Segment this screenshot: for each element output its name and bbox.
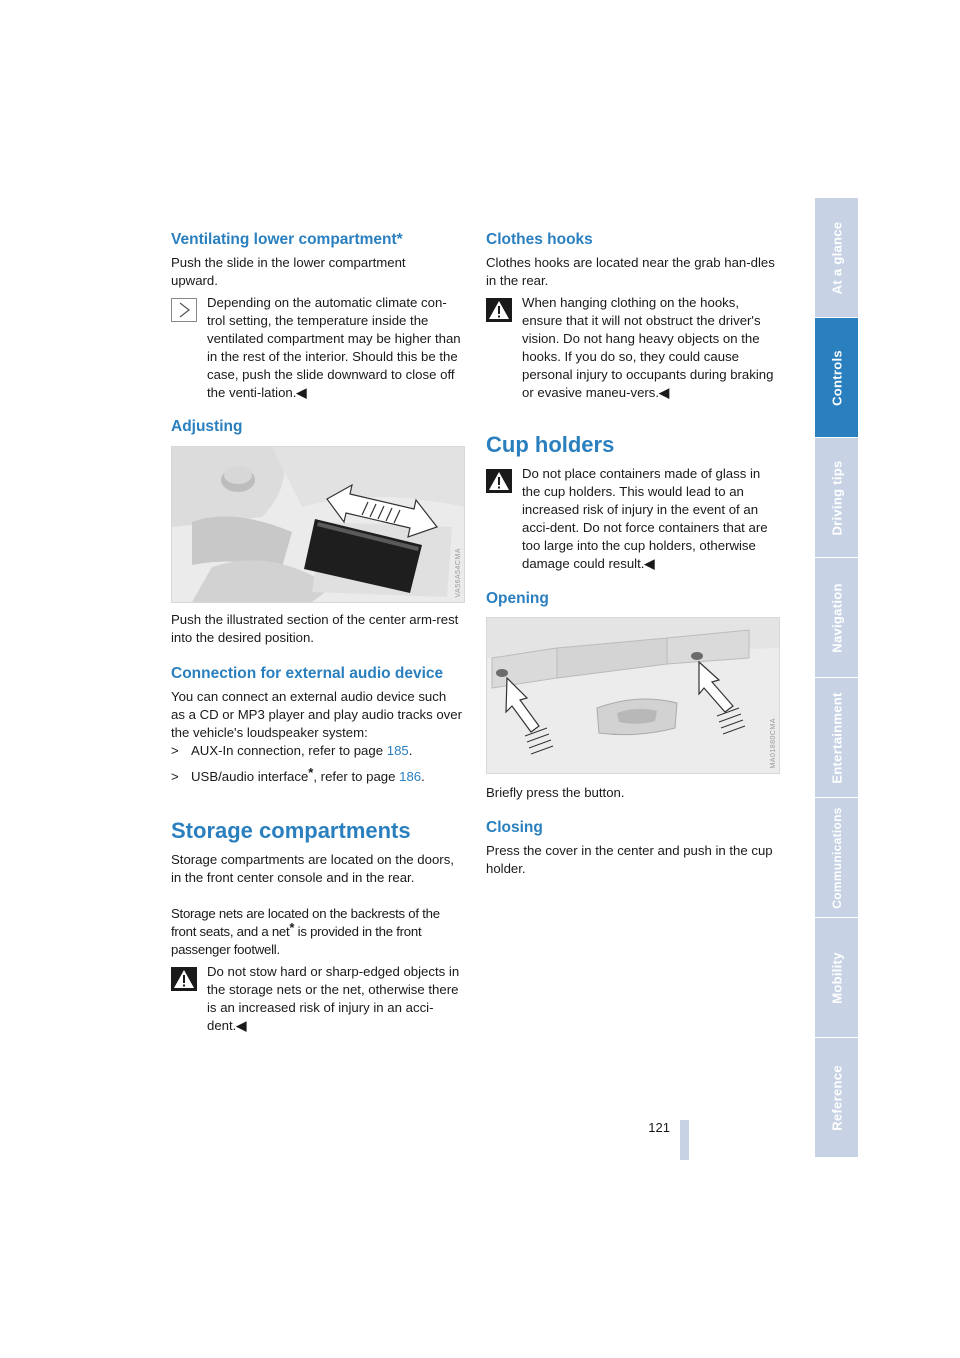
warning-icon <box>486 298 512 322</box>
warning-icon <box>486 469 512 493</box>
heading-ventilating: Ventilating lower compartment* <box>171 231 403 248</box>
tab-driving-tips[interactable]: Driving tips <box>815 438 858 557</box>
heading-closing: Closing <box>486 819 543 836</box>
page-link-185[interactable]: 185 <box>386 743 409 758</box>
heading-clothes-hooks: Clothes hooks <box>486 231 593 248</box>
warning-icon <box>171 967 197 991</box>
armrest-caption: Push the illustrated section of the center arm-rest into the desired position. <box>171 612 459 645</box>
connection-text: You can connect an external audio device such as a CD or MP3 player and play audio tracks over the vehicle's loudspeaker system: <box>171 689 462 740</box>
cup-holder-figure <box>486 617 780 774</box>
end-mark: ◀ <box>296 385 307 400</box>
cup-holder-illustration <box>487 618 779 773</box>
storage-text-1: Storage compartments are located on the doors, in the front center console and in the rear. <box>171 852 454 885</box>
opening-caption: Briefly press the button. <box>486 785 625 800</box>
page-link-186[interactable]: 186 <box>399 769 422 784</box>
figure-code: VA56A54CMA <box>455 548 462 598</box>
tab-entertainment[interactable]: Entertainment <box>815 678 858 797</box>
heading-adjusting: Adjusting <box>171 418 243 435</box>
tab-navigation[interactable]: Navigation <box>815 558 858 677</box>
tab-mobility[interactable]: Mobility <box>815 918 858 1037</box>
tab-communications[interactable]: Communications <box>815 798 858 917</box>
tab-reference[interactable]: Reference <box>815 1038 858 1157</box>
heading-opening: Opening <box>486 590 549 607</box>
page-marker-bar <box>680 1120 689 1160</box>
note-ventilating: Depending on the automatic climate con-trol setting, the temperature inside the ventilated compartment may be higher than in the rest of the interior. Should this be the case, push the slide downward to close off the venti-lation.◀ <box>171 294 463 402</box>
closing-text: Press the cover in the center and push in the cup holder. <box>486 843 773 876</box>
warning-storage: Do not stow hard or sharp-edged objects in the storage nets or the net, otherwise there is an increased risk of injury in an acci-dent.◀ <box>171 963 463 1035</box>
warning-clothes: When hanging clothing on the hooks, ensure that it will not obstruct the driver's vision. Do not hang heavy objects on the hooks. If you do so, they could cause personal injury to occupants during braking or evasive maneu-vers.◀ <box>486 294 778 402</box>
tab-controls[interactable]: Controls <box>815 318 858 437</box>
page-number: 121 <box>648 1120 670 1135</box>
end-mark: ◀ <box>644 556 655 571</box>
end-mark: ◀ <box>236 1018 247 1033</box>
end-mark: ◀ <box>659 385 670 400</box>
tab-at-a-glance[interactable]: At a glance <box>815 198 858 317</box>
ventilating-text: Push the slide in the lower compartment upward. <box>171 255 406 288</box>
clothes-text: Clothes hooks are located near the grab han-dles in the rear. <box>486 255 775 288</box>
armrest-illustration <box>172 447 464 602</box>
heading-cup-holders: Cup holders <box>486 432 615 457</box>
heading-storage: Storage compartments <box>171 818 411 843</box>
heading-connection: Connection for external audio device <box>171 665 444 682</box>
storage-text-2: Storage nets are located on the backrests of the front seats, and a net* is provided in the front passenger footwell. <box>171 906 440 957</box>
figure-code: MA01880CMA <box>770 718 777 769</box>
warning-cup-holders: Do not place containers made of glass in the cup holders. This would lead to an increased risk of injury in the event of an acci-dent. Do not force containers that are too large into the cup holders, otherwise damage could result.◀ <box>486 465 778 573</box>
note-icon <box>171 298 197 322</box>
armrest-figure <box>171 446 465 603</box>
